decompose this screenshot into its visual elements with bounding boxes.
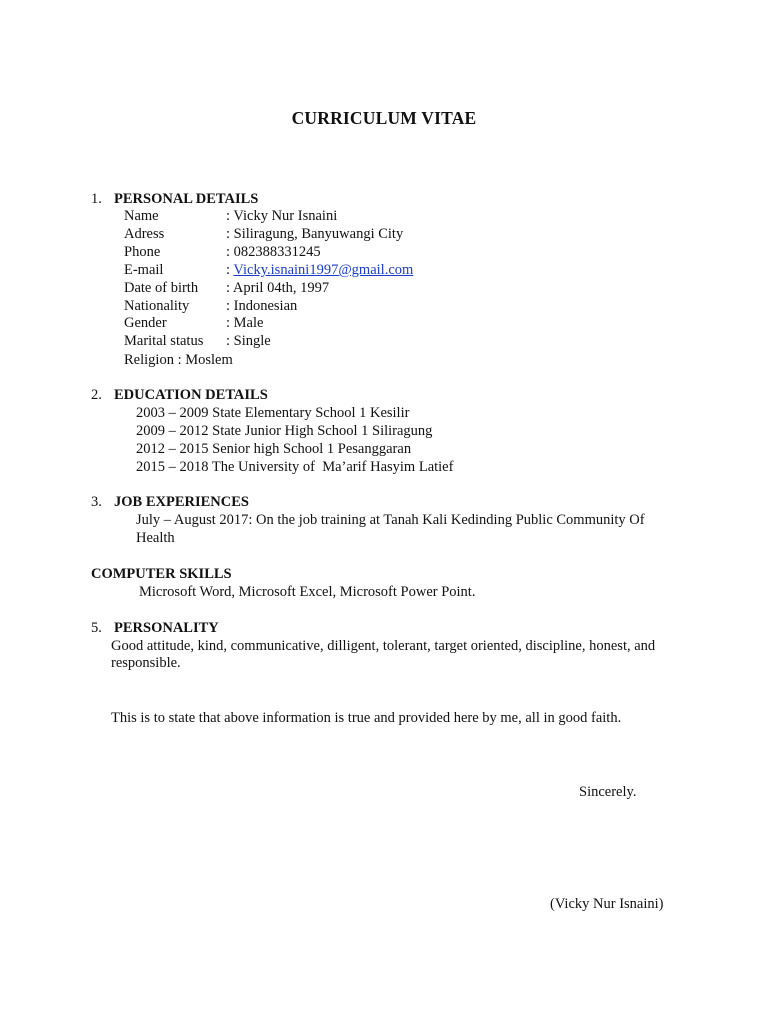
section-heading-personal: PERSONAL DETAILS [114,191,259,207]
section-heading-jobs: JOB EXPERIENCES [114,494,249,510]
field-label: E-mail [124,262,164,278]
field-value: : Male [226,315,264,331]
field-label: Adress [124,226,165,242]
field-label: Marital status [124,333,204,349]
closing-text: Sincerely. [579,784,637,800]
education-item: 2009 – 2012 State Junior High School 1 Siliragung [136,423,433,439]
job-description-line: Health [136,530,175,546]
education-item: 2003 – 2009 State Elementary School 1 Kesilir [136,405,410,421]
education-item: 2012 – 2015 Senior high School 1 Pesanggaran [136,441,412,457]
computer-skills-text: Microsoft Word, Microsoft Excel, Microsoft Power Point. [139,584,476,600]
section-number-personal: 1. [91,191,102,207]
field-value [226,261,413,279]
field-label: Name [124,208,159,224]
field-value: : Vicky Nur Isnaini [226,208,338,224]
field-label: Phone [124,244,161,260]
personality-text-line: responsible. [111,655,181,671]
field-label: Nationality [124,298,190,314]
field-value: : 082388331245 [226,244,321,260]
section-heading-personality: PERSONALITY [114,620,219,636]
field-value: : Indonesian [226,298,298,314]
field-label: Date of birth [124,280,199,296]
signature-name: (Vicky Nur Isnaini) [550,896,664,912]
section-heading-computer-skills: COMPUTER SKILLS [91,566,232,582]
field-value: : Single [226,333,271,349]
personality-text-line: Good attitude, kind, communicative, dilligent, tolerant, target oriented, discipline, honest, and [111,638,656,654]
education-item: 2015 – 2018 The University of Ma’arif Hasyim Latief [136,459,454,475]
statement-text: This is to state that above information is true and provided here by me, all in good faith. [111,710,622,726]
section-number-personality: 5. [91,620,102,636]
email-link[interactable]: Vicky.isnaini1997@gmail.com [233,262,414,278]
section-heading-education: EDUCATION DETAILS [114,387,268,403]
field-label: Gender [124,315,167,331]
job-description-line: July – August 2017: On the job training at Tanah Kali Kedinding Public Community Of [136,512,645,528]
field-value: : April 04th, 1997 [226,280,330,296]
document-title: CURRICULUM VITAE [291,108,477,128]
email-colon: : [226,262,234,278]
field-value: : Siliragung, Banyuwangi City [226,226,404,242]
section-number-education: 2. [91,387,102,403]
personal-row-religion: Religion : Moslem [124,352,233,368]
section-number-jobs: 3. [91,494,102,510]
